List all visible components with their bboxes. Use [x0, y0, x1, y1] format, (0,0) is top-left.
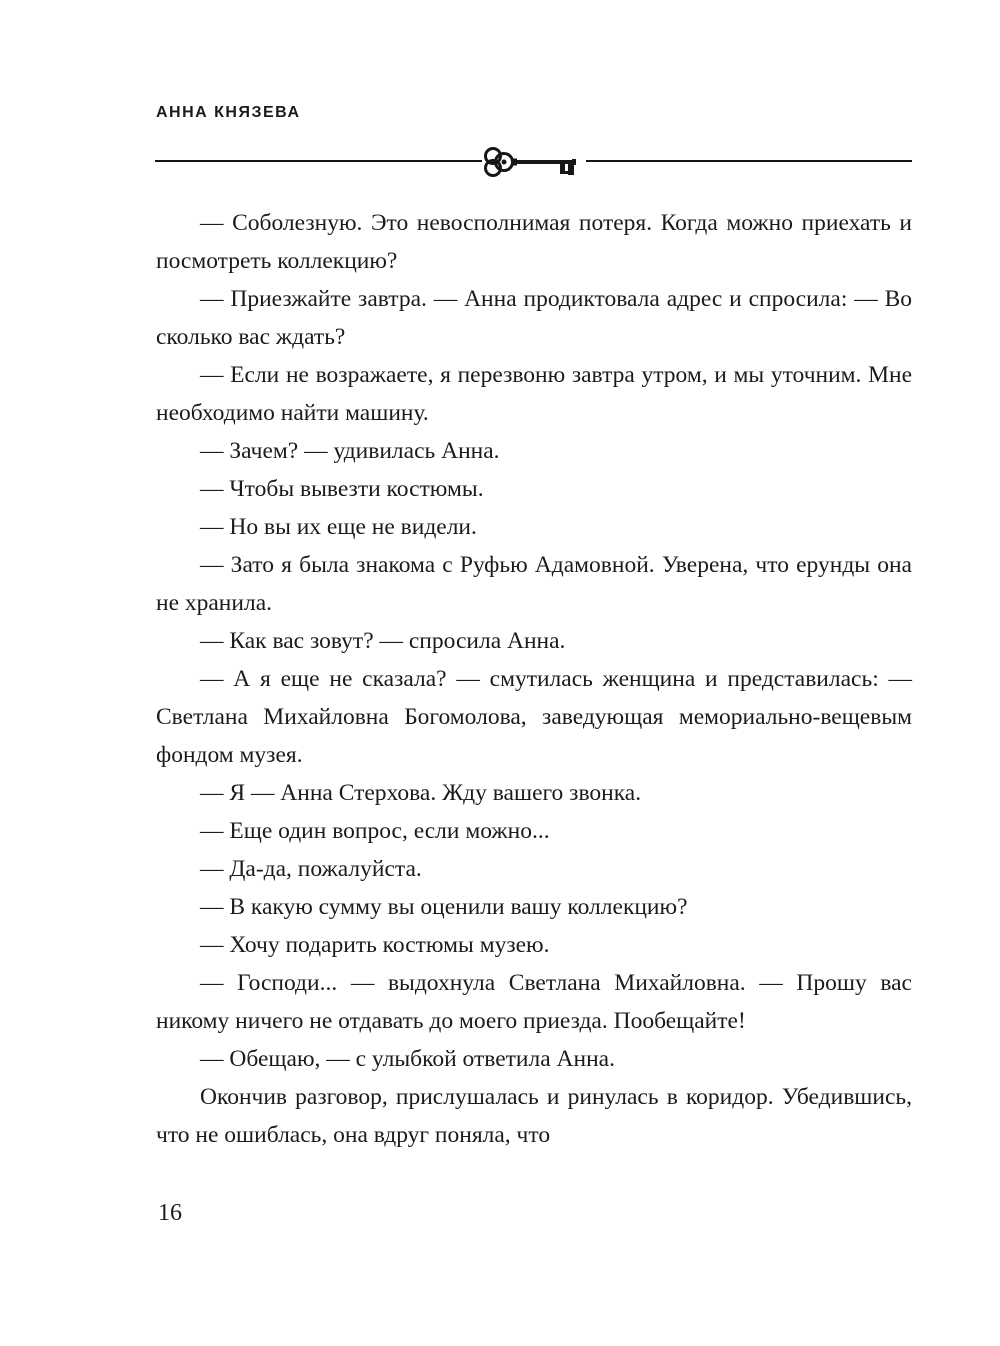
header-divider: [155, 160, 912, 162]
paragraph: — Приезжайте завтра. — Анна продиктовала адрес и спросила: — Во сколько вас ждать?: [156, 286, 912, 350]
paragraph: — Обещаю, — с улыбкой ответила Анна.: [200, 1046, 615, 1072]
paragraph: — В какую сумму вы оценили вашу коллекцию?: [200, 894, 688, 920]
key-icon: [482, 145, 586, 179]
paragraph: — Я — Анна Стерхова. Жду вашего звонка.: [200, 780, 642, 806]
paragraph: Окончив разговор, прислушалась и ринулась в коридор. Убедившись, что не ошиблась, она вдруг поняла, что: [156, 1084, 912, 1148]
paragraph: — Еще один вопрос, если можно...: [200, 818, 550, 844]
paragraph: — Да-да, пожалуйста.: [200, 856, 422, 882]
paragraph: — Господи... — выдохнула Светлана Михайловна. — Прошу вас никому ничего не отдавать до моего приезда. Пообещайте!: [156, 970, 912, 1034]
author-header: АННА КНЯЗЕВА: [156, 104, 301, 121]
paragraph: — А я еще не сказала? — смутилась женщина и представилась: — Светлана Михайловна Богомолова, заведующая мемориально-вещевым фондом музея.: [156, 666, 912, 768]
paragraph: — Зачем? — удивилась Анна.: [200, 438, 500, 464]
body-text: [156, 204, 912, 1154]
paragraph: — Если не возражаете, я перезвоню завтра утром, и мы уточним. Мне необходимо найти машину.: [156, 362, 912, 426]
paragraph: — Соболезную. Это невосполнимая потеря. Когда можно приехать и посмотреть коллекцию?: [156, 210, 912, 274]
paragraph: — Но вы их еще не видели.: [200, 514, 477, 540]
paragraph: — Хочу подарить костюмы музею.: [200, 932, 550, 958]
paragraph: — Как вас зовут? — спросила Анна.: [200, 628, 566, 654]
paragraph: — Чтобы вывезти костюмы.: [200, 476, 484, 502]
page-number: 16: [158, 1200, 182, 1226]
paragraph: — Зато я была знакома с Руфью Адамовной. Уверена, что ерунды она не хранила.: [156, 552, 912, 616]
